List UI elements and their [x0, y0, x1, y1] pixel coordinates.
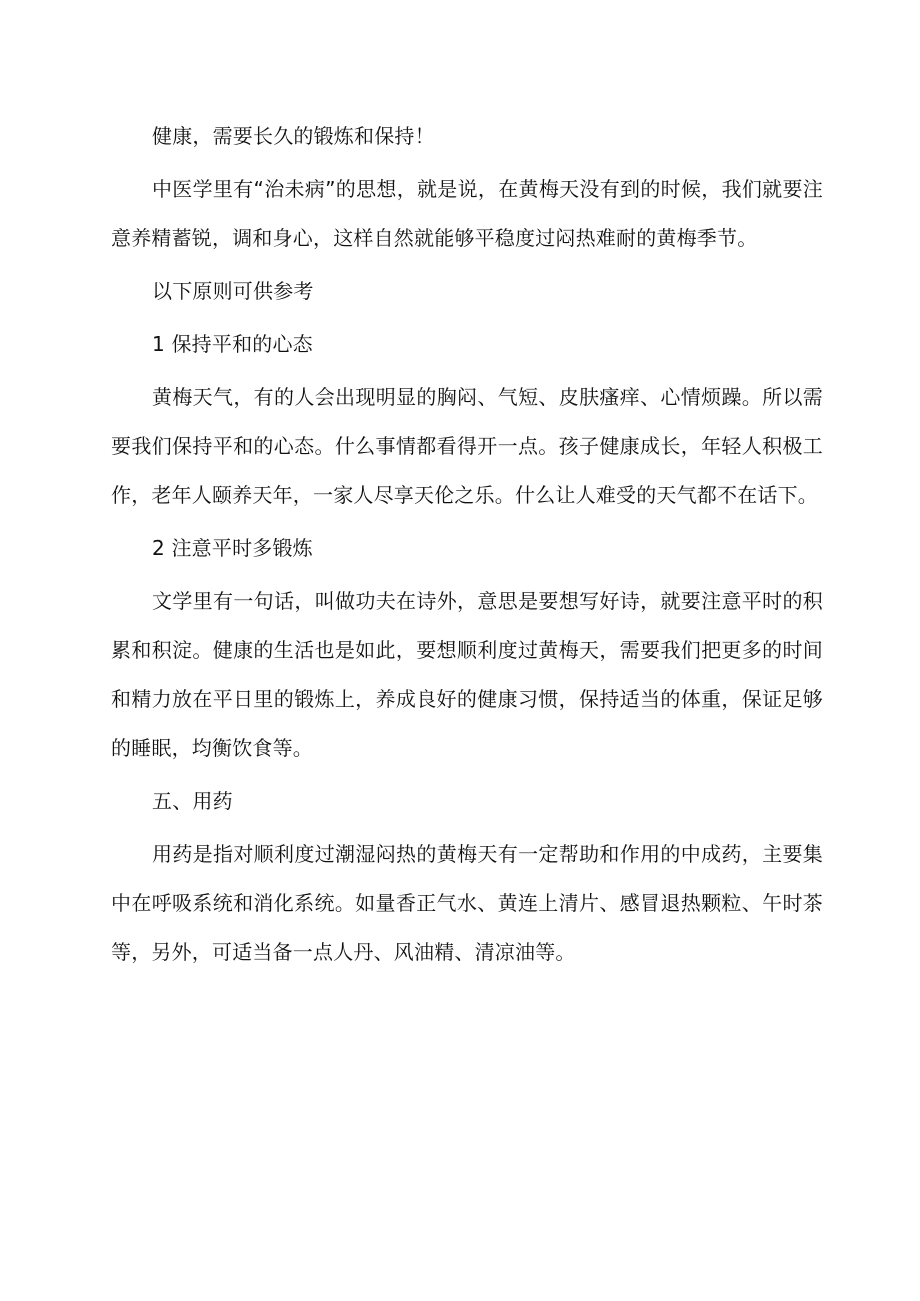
section-heading-exercise: 2 注意平时多锻炼: [152, 536, 313, 560]
document-body: [111, 112, 823, 981]
section-heading-medication: 五、用药: [152, 789, 233, 813]
paragraph-calm-mind: 黄梅天气，有的人会出现明显的胸闷、气短、皮肤瘙痒、心情烦躁。所以需要我们保持平和的心态。什么事情都看得开一点。孩子健康成长，年轻人积极工作，老年人颐养天年，一家人尽享天伦之乐。什么让人难受的天气都不在话下。: [111, 385, 823, 507]
section-heading-calm-mind: 1 保持平和的心态: [152, 332, 313, 356]
paragraph-medication: 用药是指对顺利度过潮湿闷热的黄梅天有一定帮助和作用的中成药，主要集中在呼吸系统和消化系统。如量香正气水、黄连上清片、感冒退热颗粒、午时茶等，另外，可适当备一点人丹、风油精、清凉油等。: [111, 842, 823, 964]
paragraph-principles-intro: 以下原则可供参考: [152, 279, 314, 303]
paragraph-exercise: 文学里有一句话，叫做功夫在诗外，意思是要想写好诗，就要注意平时的积累和积淀。健康的生活也是如此，要想顺利度过黄梅天，需要我们把更多的时间和精力放在平日里的锻炼上，养成良好的健康习惯，保持适当的体重，保证足够的睡眠，均衡饮食等。: [111, 589, 823, 760]
paragraph-tcm-prevention: 中医学里有“治未病”的思想，就是说，在黄梅天没有到的时候，我们就要注意养精蓄锐，调和身心，这样自然就能够平稳度过闷热难耐的黄梅季节。: [111, 177, 823, 250]
paragraph-intro: 健康，需要长久的锻炼和保持！: [152, 124, 435, 148]
